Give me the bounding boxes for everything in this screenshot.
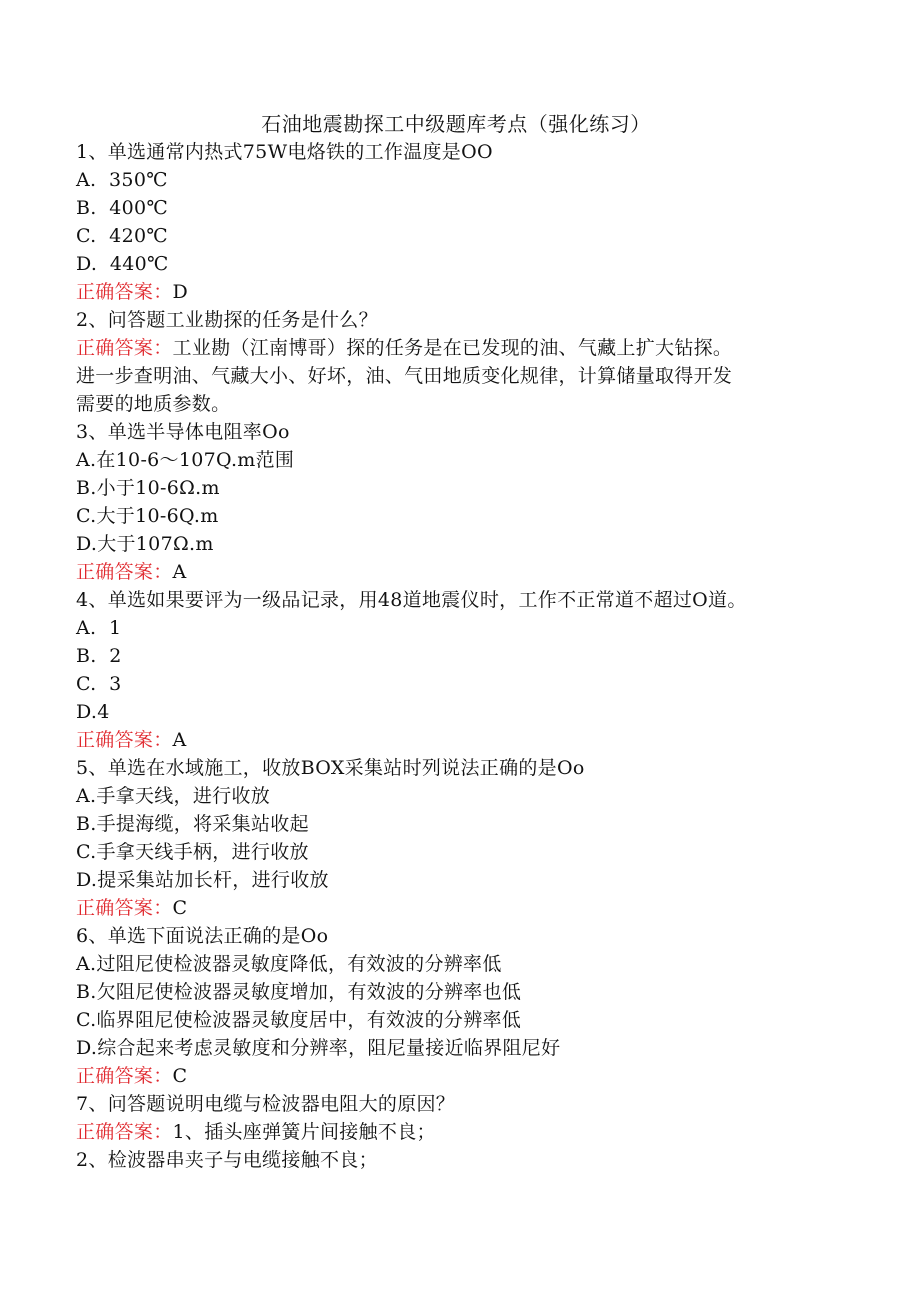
answer-label: 正确答案： bbox=[76, 281, 173, 303]
answer-label: 正确答案： bbox=[76, 897, 173, 919]
question-6: 6、单选下面说法正确的是Oo bbox=[76, 925, 329, 947]
q1-option-a: A. 350℃ bbox=[76, 169, 168, 191]
q7-answer-text-1: 1、插头座弹簧片间接触不良； bbox=[172, 1121, 436, 1143]
q3-option-d: D.大于107Ω.m bbox=[76, 533, 214, 555]
q6-option-b: B.欠阻尼使检波器灵敏度增加，有效波的分辨率也低 bbox=[76, 981, 522, 1003]
q3-answer-value: A bbox=[172, 561, 187, 583]
q6-option-c: C.临界阻尼使检波器灵敏度居中，有效波的分辨率低 bbox=[76, 1009, 522, 1031]
document-title: 石油地震勘探工中级题库考点（强化练习） bbox=[261, 112, 651, 136]
answer-label: 正确答案： bbox=[76, 337, 173, 359]
q1-option-b: B. 400℃ bbox=[76, 197, 169, 219]
q2-answer-line-3: 需要的地质参数。 bbox=[76, 393, 231, 415]
q3-option-b: B.小于10-6Ω.m bbox=[76, 477, 220, 499]
q4-option-c: C. 3 bbox=[76, 673, 122, 695]
q4-answer bbox=[76, 726, 836, 754]
question-1: 1、单选通常内热式75W电烙铁的工作温度是OO bbox=[76, 141, 493, 163]
q1-answer-value: D bbox=[172, 281, 189, 303]
q7-answer-line-1 bbox=[76, 1118, 836, 1146]
question-4: 4、单选如果要评为一级品记录，用48道地震仪时，工作不正常道不超过O道。 bbox=[76, 589, 747, 611]
q6-answer bbox=[76, 1062, 836, 1090]
q3-option-a: A.在10-6～107Q.m范围 bbox=[76, 449, 295, 471]
q1-option-c: C. 420℃ bbox=[76, 225, 168, 247]
q6-option-d: D.综合起来考虑灵敏度和分辨率，阻尼量接近临界阻尼好 bbox=[76, 1037, 561, 1059]
q1-option-d: D. 440℃ bbox=[76, 253, 169, 275]
q4-option-d: D.4 bbox=[76, 701, 110, 723]
question-5: 5、单选在水域施工，收放BOX采集站时列说法正确的是Oo bbox=[76, 757, 585, 779]
q6-answer-value: C bbox=[172, 1065, 188, 1087]
question-3: 3、单选半导体电阻率Oo bbox=[76, 421, 290, 443]
document-page bbox=[76, 110, 836, 1174]
q2-answer-text-1: 工业勘（江南博哥）探的任务是在已发现的油、气藏上扩大钻探。 bbox=[172, 337, 733, 359]
q2-answer-line-2: 进一步查明油、气藏大小、好坏，油、气田地质变化规律，计算储量取得开发 bbox=[76, 365, 733, 387]
answer-label: 正确答案： bbox=[76, 729, 173, 751]
question-7: 7、问答题说明电缆与检波器电阻大的原因？ bbox=[76, 1093, 456, 1115]
question-2: 2、问答题工业勘探的任务是什么？ bbox=[76, 309, 378, 331]
q6-option-a: A.过阻尼使检波器灵敏度降低，有效波的分辨率低 bbox=[76, 953, 502, 975]
q5-option-b: B.手提海缆，将采集站收起 bbox=[76, 813, 309, 835]
q5-option-a: A.手拿天线，进行收放 bbox=[76, 785, 271, 807]
q7-answer-line-2: 2、检波器串夹子与电缆接触不良； bbox=[76, 1149, 378, 1171]
answer-label: 正确答案： bbox=[76, 1065, 173, 1087]
answer-label: 正确答案： bbox=[76, 1121, 173, 1143]
q1-answer bbox=[76, 278, 836, 306]
q3-option-c: C.大于10-6Q.m bbox=[76, 505, 219, 527]
q4-option-b: B. 2 bbox=[76, 645, 122, 667]
q4-answer-value: A bbox=[172, 729, 187, 751]
q2-answer-line-1 bbox=[76, 334, 836, 362]
q5-answer bbox=[76, 894, 836, 922]
q5-option-c: C.手拿天线手柄，进行收放 bbox=[76, 841, 309, 863]
q5-answer-value: C bbox=[172, 897, 188, 919]
q3-answer bbox=[76, 558, 836, 586]
q4-option-a: A. 1 bbox=[76, 617, 122, 639]
answer-label: 正确答案： bbox=[76, 561, 173, 583]
q5-option-d: D.提采集站加长杆，进行收放 bbox=[76, 869, 329, 891]
